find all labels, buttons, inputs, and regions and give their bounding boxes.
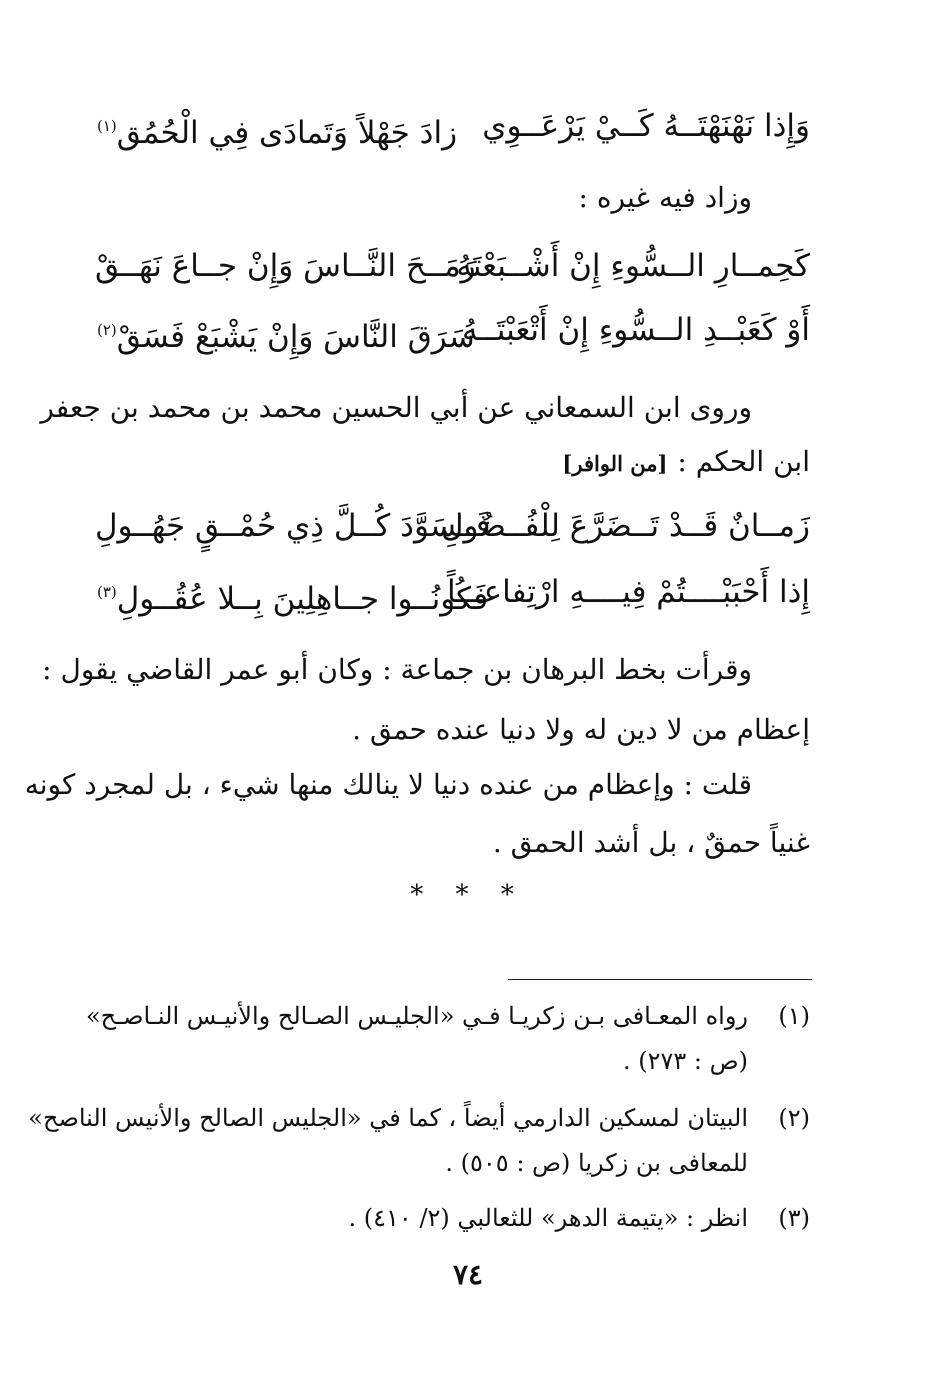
verse-first-hemistich: أَوْ كَعَبْــدِ الــسُّوءِ إِنْ أَتْعَبْتَــهُ: [461, 312, 810, 348]
footnote-text: انظر : «يتيمة الدهر» للثعالبي (٢/ ٤١٠) .: [348, 1204, 748, 1232]
paragraph-text: ابن الحكم :: [677, 445, 810, 478]
paragraph: [42, 640, 810, 760]
verse-hemistich-text: فَكُونُــوا جــاهِلِينَ بِــلا عُقُــولِ: [116, 581, 489, 617]
paragraph: [40, 381, 810, 491]
verse-first-hemistich: إِذا أَحْبَبْــــتُمْ فِيــــهِ ارْتِفاعـــاً: [446, 574, 810, 610]
footnote-text: (ص : ٢٧٣) .: [622, 1047, 748, 1075]
poem-verse: [95, 98, 810, 154]
page-number: ٧٤: [452, 1258, 484, 1291]
footnote-text: رواه المعـافى بـن زكريـا فـي «الجليـس الصـالح والأنيـس النـاصـح»: [85, 1002, 748, 1030]
verse-second-hemistich: فَــسَوَّدَ كُــلَّ ذِي حُمْــقٍ جَهُــولِ: [95, 508, 491, 544]
paragraph-line: وقرأت بخط البرهان بن جماعة : وكان أبو عمر القاضي يقول :: [42, 653, 752, 686]
verse-first-hemistich: زَمــانٌ قَــدْ تَــضَرَّعَ لِلْفُــضُولِ: [440, 508, 810, 544]
verse-second-hemistich: [95, 302, 475, 365]
footnote: [95, 1196, 810, 1241]
footnote-text: البيتان لمسكين الدارمي أيضاً ، كما في «الجليس الصالح والأنيس الناصح»: [28, 1104, 748, 1132]
poem-verse: [95, 302, 810, 358]
paragraph-line: غنياً حمقٌ ، بل أشد الحمق .: [492, 826, 810, 859]
verse-first-hemistich: كَحِمــارِ الــسُّوءِ إِنْ أَشْــبَعْتَهُ: [456, 248, 810, 284]
verse-hemistich-text: سَرَقَ النَّاسَ وَإِنْ يَشْبَعْ فَسَقْ: [116, 319, 475, 355]
verse-second-hemistich: [95, 98, 457, 161]
verse-second-hemistich: رَمَــحَ النَّــاسَ وَإِنْ جــاعَ نَهَــقْ: [95, 248, 476, 284]
verse-second-hemistich: [95, 564, 488, 627]
paragraph: [24, 756, 810, 872]
footnote-reference: (٢): [97, 321, 117, 339]
paragraph: [95, 172, 810, 224]
section-separator: * * *: [410, 880, 526, 910]
verse-first-hemistich: وَإِذا نَهْنَهْتَــهُ كَــيْ يَرْعَــوِي: [482, 108, 810, 144]
meter-label: [من الوافر]: [562, 451, 668, 476]
paragraph-line: وزاد فيه غيره :: [578, 181, 752, 214]
footnote: [28, 1096, 810, 1186]
footnote-reference: (٣): [97, 583, 117, 601]
poem-verse: [95, 564, 810, 620]
footnote-divider: [508, 979, 812, 980]
footnote: [85, 994, 810, 1084]
poem-verse: [95, 498, 810, 554]
footnote-number: (٢): [778, 1104, 810, 1132]
paragraph-line: [95, 435, 810, 491]
poem-verse: [95, 238, 810, 294]
footnote-text: للمعافى بن زكريا (ص : ٥٠٥) .: [445, 1149, 748, 1177]
verse-hemistich-text: زادَ جَهْلاً وَتَمادَى فِي الْحُمُق: [116, 115, 458, 151]
footnote-number: (٣): [778, 1204, 810, 1232]
paragraph-line: إعظام من لا دين له ولا دنيا عنده حمق .: [352, 713, 810, 746]
footnote-number: (١): [778, 1002, 810, 1030]
footnote-reference: (١): [97, 117, 117, 135]
paragraph-line: قلت : وإعظام من عنده دنيا لا ينالك منها شيء ، بل لمجرد كونه: [24, 768, 752, 801]
paragraph-line: وروى ابن السمعاني عن أبي الحسين محمد بن محمد بن جعفر: [40, 391, 752, 424]
